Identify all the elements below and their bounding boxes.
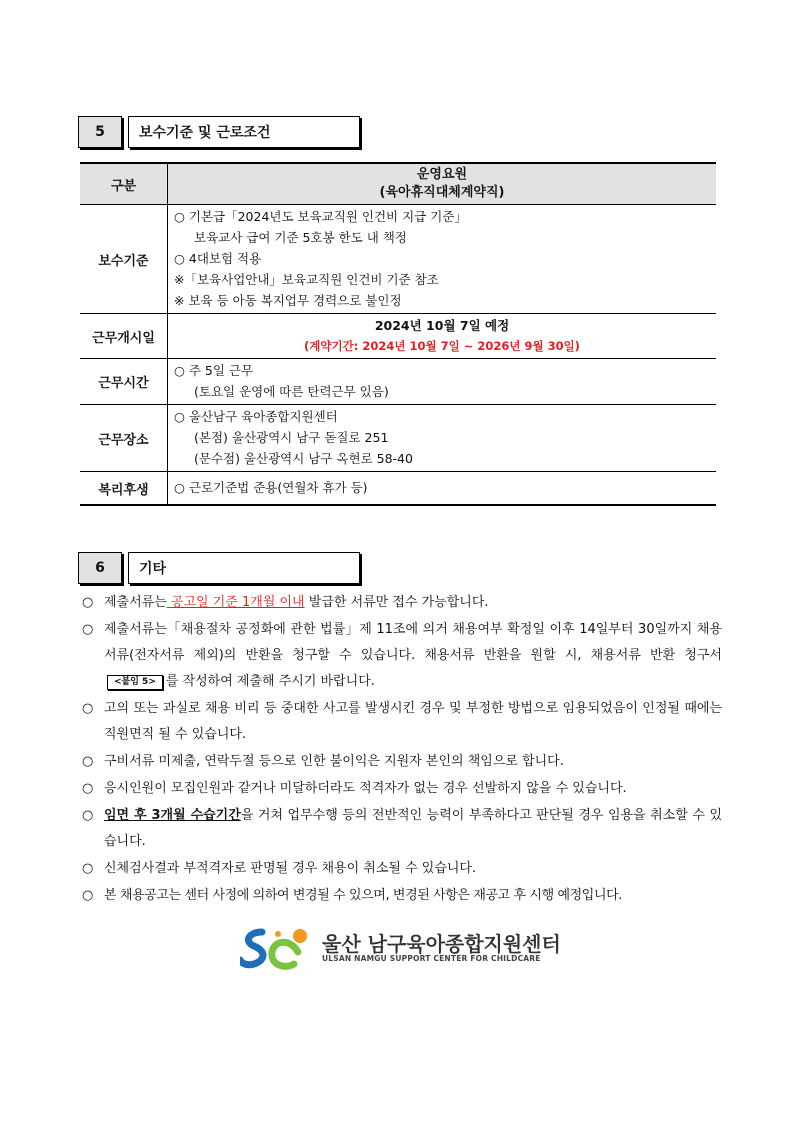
list-item: [82, 883, 722, 909]
section-number: 5: [78, 116, 122, 148]
list-item: [82, 749, 722, 775]
bullet: ○: [82, 595, 94, 610]
note-text: 발급한 서류만 접수 가능합니다.: [304, 595, 489, 610]
pay-line: ○ 4대보험 적용: [174, 251, 262, 266]
list-item: [82, 617, 722, 695]
section-5-header: [78, 116, 360, 150]
row-label-start-date: 근무개시일: [80, 314, 168, 359]
note-text: 신체검사결과 부적격자로 판명될 경우 채용이 취소될 수 있습니다.: [104, 861, 477, 876]
table-row: [80, 405, 716, 472]
bullet: ○: [82, 808, 94, 823]
table-row: [80, 205, 716, 314]
note-text: 고의 또는 과실로 채용 비리 등 중대한 사고를 발생시킨 경우 및 부정한 방법으로 임용되었음이 인정될 때에는 직원면직 될 수 있습니다.: [104, 701, 722, 742]
row-label-welfare: 복리후생: [80, 472, 168, 506]
bullet: ○: [82, 888, 94, 903]
pay-line: 보육교사 급여 기준 5호봉 한도 내 책정: [194, 230, 407, 245]
location-line: (본점) 울산광역시 남구 돋질로 251: [194, 430, 389, 445]
bullet: ○: [82, 861, 94, 876]
section-6-header: [78, 552, 360, 586]
note-text: 제출서류는: [104, 595, 167, 610]
note-text: 구비서류 미제출, 연락두절 등으로 인한 불이익은 지원자 본인의 책임으로 합니다.: [104, 754, 564, 769]
center-logo: [240, 926, 560, 972]
pay-line: ○ 기본급「2024년도 보육교직원 인건비 지급 기준」: [174, 209, 467, 224]
list-item: [82, 856, 722, 882]
bullet: ○: [82, 781, 94, 796]
note-text: 응시인원이 모집인원과 같거나 미달하더라도 적격자가 없는 경우 선발하지 않을 수 있습니다.: [104, 781, 627, 796]
row-label-location: 근무장소: [80, 405, 168, 472]
row-label-hours: 근무시간: [80, 359, 168, 405]
table-row: [80, 472, 716, 506]
table-header-row: [80, 163, 716, 205]
pay-line: ※ 보육 등 아동 복지업무 경력으로 불인정: [174, 293, 402, 308]
bullet: ○: [82, 701, 94, 716]
header-label: 구분: [80, 163, 168, 205]
section-number: 6: [78, 552, 122, 584]
note-text: 본 채용공고는 센터 사정에 의하여 변경될 수 있으며, 변경된 사항은 재공고 후 시행 예정입니다.: [104, 888, 622, 903]
table-row: [80, 314, 716, 359]
bullet: ○: [82, 754, 94, 769]
note-text: 를 작성하여 제출해 주시기 바랍니다.: [165, 674, 375, 689]
working-conditions-table: [80, 162, 716, 506]
section-title: 보수기준 및 근로조건: [128, 116, 360, 148]
row-content-welfare: [168, 472, 717, 506]
list-item: [82, 696, 722, 748]
location-line: (문수점) 울산광역시 남구 옥현로 58-40: [194, 451, 413, 466]
header-title: 운영요원: [416, 167, 468, 182]
contract-period-text: (계약기간: 2024년 10월 7일 ~ 2026년 9월 30일): [304, 339, 580, 353]
row-content-location: [168, 405, 717, 472]
note-highlight: 공고일 기준 1개월 이내: [166, 595, 305, 610]
center-logo-name: 울산 남구육아종합지원센터: [322, 932, 561, 956]
row-content-hours: [168, 359, 717, 405]
section-title: 기타: [128, 552, 360, 584]
welfare-line: ○ 근로기준법 준용(연월차 휴가 등): [174, 480, 368, 495]
row-label-pay: 보수기준: [80, 205, 168, 314]
bullet: ○: [82, 622, 94, 637]
attachment-tag: <붙임 5>: [107, 675, 163, 690]
list-item: [82, 803, 722, 855]
header-title-cell: [168, 163, 717, 205]
pay-line: ※「보육사업안내」보육교직원 인건비 기준 참조: [174, 272, 439, 287]
note-text: 제출서류는「채용절차 공정화에 관한 법률」제 11조에 의거 채용여부 확정일 이후 14일부터 30일까지 채용서류(전자서류 제외)의 반환을 청구할 수 있습니다. 채용서류 반환을 원할 시, 채용서류 반환 청구서: [104, 622, 722, 663]
header-subtitle: (육아휴직대체계약직): [379, 185, 505, 200]
hours-line: (토요일 운영에 따른 탄력근무 있음): [194, 384, 389, 399]
start-date-text: 2024년 10월 7일 예정: [374, 318, 510, 333]
location-line: ○ 울산남구 육아종합지원센터: [174, 409, 338, 424]
center-logo-icon: [240, 926, 310, 972]
notes-list: [82, 590, 722, 910]
row-content-pay: [168, 205, 717, 314]
list-item: [82, 590, 722, 616]
note-underline: 임면 후 3개월 수습기간: [104, 808, 241, 823]
list-item: [82, 776, 722, 802]
hours-line: ○ 주 5일 근무: [174, 363, 254, 378]
table-row: [80, 359, 716, 405]
center-logo-subtitle: ULSAN NAMGU SUPPORT CENTER FOR CHILDCARE: [322, 954, 541, 963]
row-content-start-date: [168, 314, 717, 359]
note-text: 을 거쳐 업무수행 등의 전반적인 능력이 부족하다고 판단될 경우 임용을 취소할 수 있습니다.: [104, 808, 722, 849]
